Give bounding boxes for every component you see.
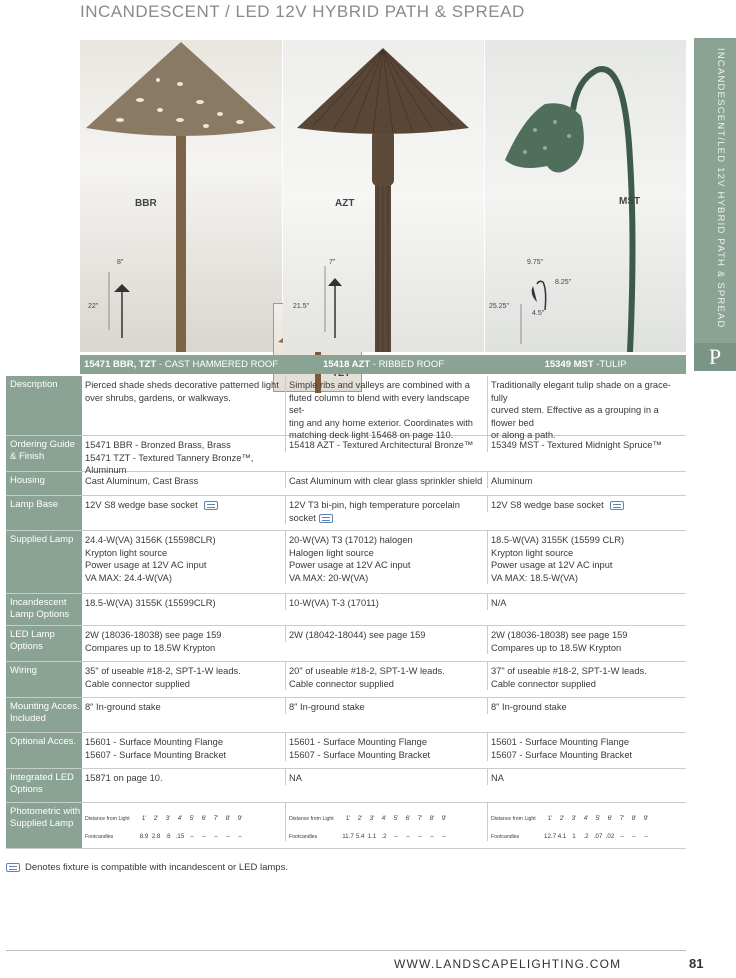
spec-row-photometric	[6, 803, 686, 849]
cell-mst: 15349 MST - Textured Midnight Spruce™	[487, 436, 686, 452]
footer-url[interactable]: WWW.LANDSCAPELIGHTING.COM	[394, 957, 622, 971]
product-photo-azt	[283, 40, 484, 352]
spec-row-description	[6, 376, 686, 440]
cell-mst: 2W (18036-18038) see page 159 Compares up to 18.5W Krypton	[487, 626, 686, 654]
row-label: Photometric with Supplied Lamp	[6, 803, 82, 848]
row-label: Optional Acces.	[6, 733, 82, 768]
photometric-azt	[285, 803, 488, 841]
row-label: Supplied Lamp	[6, 531, 82, 593]
cell-bbr: 15871 on page 10.	[85, 773, 163, 783]
product-photo-bbr	[80, 40, 282, 352]
cell-azt: Simple ribs and valleys are combined with a fluted column to blend with every landscape set- ting and any home exterior. Coordinates with matching deck light 15468 on page 110.	[285, 376, 488, 442]
cell-mst: N/A	[487, 594, 686, 610]
cell-mst: Aluminum	[487, 472, 686, 488]
cell-azt: 10-W(VA) T-3 (17011)	[285, 594, 488, 610]
bbr-lamp-illustration	[80, 40, 282, 352]
dim-shade-height-mst: 8.25"	[555, 279, 572, 286]
cell-azt: 2W (18042-18044) see page 159	[285, 626, 488, 642]
row-label: Housing	[6, 472, 82, 495]
cell-bbr: 12V S8 wedge base socket	[83, 496, 286, 512]
caption-mst: 15349 MST -TULIP	[544, 359, 627, 370]
cell-bbr: Cast Aluminum, Cast Brass	[85, 476, 199, 486]
cell-mst: 18.5-W(VA) 3155K (15599 CLR) Krypton light source Power usage at 12V AC input VA MAX: 18.5-W(VA)	[487, 531, 686, 584]
mst-lamp-illustration	[485, 40, 686, 352]
model-label-bbr: BBR	[135, 198, 157, 209]
footer-divider	[6, 950, 686, 951]
cell-azt: 15418 AZT - Textured Architectural Bronze™	[285, 436, 488, 452]
cell-bbr: Pierced shade sheds decorative patterned light over shrubs, gardens, or walkways.	[85, 380, 279, 403]
dim-depth-mst: 4.5"	[532, 310, 545, 317]
cell-mst: 15601 - Surface Mounting Flange 15607 - Surface Mounting Bracket	[487, 733, 686, 761]
cell-bbr: 15471 BBR - Bronzed Brass, Brass 15471 TZT - Textured Tannery Bronze™, Aluminum	[85, 440, 254, 475]
section-letter: P	[694, 343, 736, 371]
side-tab-label: INCANDESCENT/LED 12V HYBRID PATH & SPREAD	[715, 48, 726, 329]
photometric-mst	[487, 803, 686, 841]
cell-mst: 8" In-ground stake	[487, 698, 686, 714]
row-label: Mounting Acces. Included	[6, 698, 82, 732]
cell-azt: 20-W(VA) T3 (17012) halogen Halogen light source Power usage at 12V AC input VA MAX: 20-W(VA)	[285, 531, 488, 584]
row-label: Ordering Guide & Finish	[6, 436, 82, 471]
caption-bar	[80, 355, 686, 374]
cell-azt: 15601 - Surface Mounting Flange 15607 - Surface Mounting Bracket	[285, 733, 488, 761]
cell-bbr: 2W (18036-18038) see page 159 Compares up to 18.5W Krypton	[85, 630, 222, 653]
cell-bbr: 8" In-ground stake	[85, 702, 161, 712]
cell-mst: 12V S8 wedge base socket	[487, 496, 686, 512]
footcandles-row: Footcandles 11.7 5.4 1.1 .2 – – – – –	[289, 833, 446, 840]
footnote: Denotes fixture is compatible with incandescent or LED lamps.	[6, 862, 288, 873]
spec-row-wiring	[6, 662, 686, 698]
footcandles-row: Footcandles 12.7 4.1 1 .2 .07 .02 – – –	[491, 833, 648, 840]
dim-height-mst: 25.25"	[489, 303, 510, 310]
page-title: INCANDESCENT / LED 12V HYBRID PATH & SPREAD	[80, 2, 525, 21]
spec-row-mounting	[6, 698, 686, 733]
row-label: Incandescent Lamp Options	[6, 594, 82, 625]
spec-row-optional-acces	[6, 733, 686, 769]
product-photo-mst	[485, 40, 686, 352]
cell-azt: 8" In-ground stake	[285, 698, 488, 714]
caption-bbr: 15471 BBR, TZT - CAST HAMMERED ROOF	[83, 359, 279, 370]
dim-width-bbr: 8"	[117, 259, 124, 266]
dim-height-bbr: 22"	[88, 303, 99, 310]
cell-mst: 37" of useable #18-2, SPT-1-W leads. Cable connector supplied	[487, 662, 686, 690]
cell-mst: NA	[487, 769, 686, 785]
row-label: Description	[6, 376, 82, 435]
photometric-bbr	[83, 803, 286, 841]
cell-bbr: 15601 - Surface Mounting Flange 15607 - Surface Mounting Bracket	[85, 737, 227, 760]
row-label: LED Lamp Options	[6, 626, 82, 661]
spec-row-housing	[6, 472, 686, 496]
spec-row-incandescent-options	[6, 594, 686, 626]
azt-lamp-illustration	[283, 40, 484, 352]
model-label-mst: MST	[619, 196, 641, 207]
cell-azt: Cast Aluminum with clear glass sprinkler shield	[285, 472, 488, 488]
distance-row: Distance from Light 1' 2' 3' 4' 5' 6' 7' 8' 9'	[491, 815, 649, 822]
spec-row-integrated-led	[6, 769, 686, 803]
compat-icon	[319, 514, 333, 523]
spec-table	[6, 376, 686, 849]
dim-height-azt: 21.5"	[293, 303, 310, 310]
row-label: Wiring	[6, 662, 82, 697]
cell-azt: 20" of useable #18-2, SPT-1-W leads. Cable connector supplied	[285, 662, 488, 690]
model-label-azt: AZT	[335, 198, 355, 209]
page-number: 81	[689, 956, 704, 971]
spec-row-ordering-guide	[6, 436, 686, 475]
cell-azt: 12V T3 bi-pin, high temperature porcelain socket	[285, 496, 488, 524]
dim-width-mst: 9.75"	[527, 259, 544, 266]
distance-row: Distance from Light 1' 2' 3' 4' 5' 6' 7' 8' 9'	[85, 815, 243, 822]
compat-icon	[610, 501, 624, 510]
footcandles-row: Footcandles 8.9 2.8 .6 .15 – – – – –	[85, 833, 242, 840]
distance-row: Distance from Light 1' 2' 3' 4' 5' 6' 7' 8' 9'	[289, 815, 447, 822]
spec-row-supplied-lamp	[6, 531, 686, 594]
cell-bbr: 24.4-W(VA) 3156K (15598CLR) Krypton light source Power usage at 12V AC input VA MAX: 24.4-W(VA)	[85, 535, 216, 583]
compat-icon	[204, 501, 218, 510]
row-label: Integrated LED Options	[6, 769, 82, 802]
row-label: Lamp Base	[6, 496, 82, 530]
cell-azt: NA	[285, 769, 488, 785]
dim-width-azt: 7"	[329, 259, 336, 266]
spec-row-led-options	[6, 626, 686, 662]
spec-row-lamp-base	[6, 496, 686, 531]
caption-azt: 15418 AZT - RIBBED ROOF	[322, 359, 445, 370]
compat-icon	[6, 863, 20, 872]
cell-bbr: 35" of useable #18-2, SPT-1-W leads. Cable connector supplied	[85, 666, 241, 689]
cell-mst: Traditionally elegant tulip shade on a grace-fully curved stem. Effective as a grouping in a flower bed or along a path.	[487, 376, 686, 442]
cell-bbr: 18.5-W(VA) 3155K (15599CLR)	[85, 598, 216, 608]
